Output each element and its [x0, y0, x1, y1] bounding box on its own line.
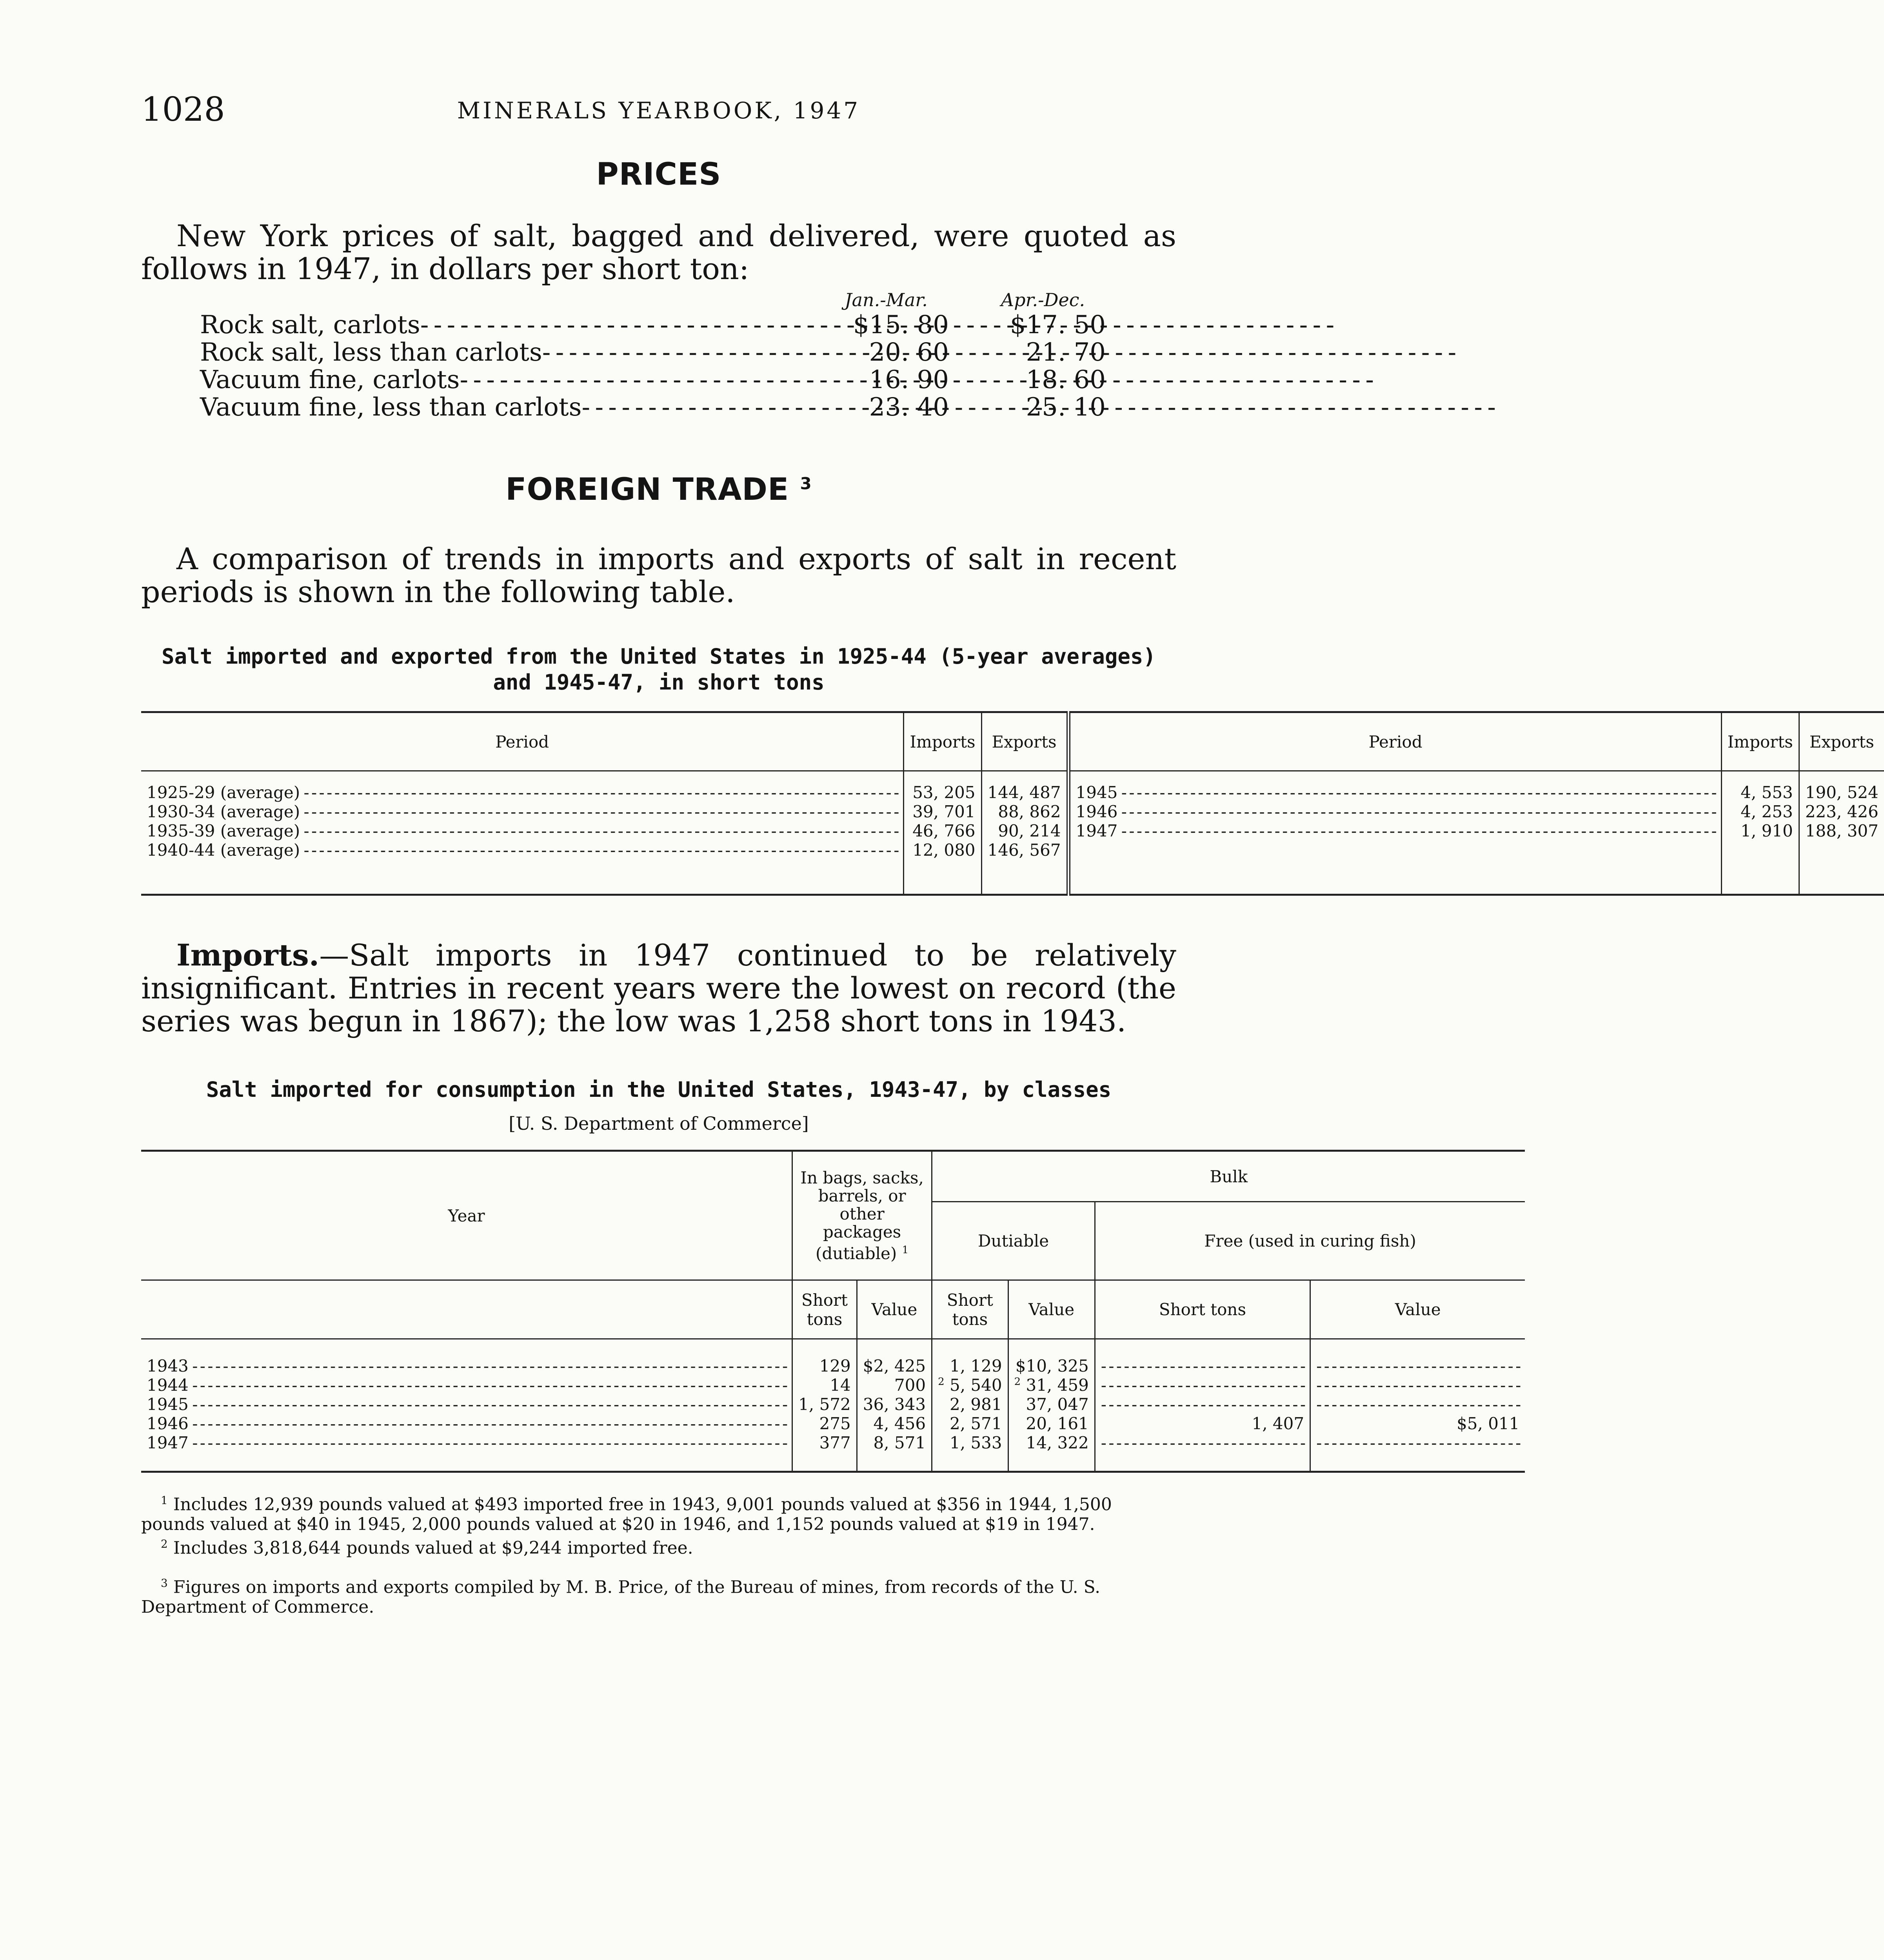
period-cell: 1945 - - -: [1068, 783, 1722, 802]
prices-intro: [141, 220, 1176, 285]
year-cell: 1947 - - -: [141, 1433, 792, 1452]
table-row: [141, 1376, 1525, 1395]
footnote-text: Includes 3,818,644 pounds valued at $9,244 imported free.: [173, 1538, 693, 1558]
col-value: Value: [1008, 1280, 1095, 1339]
col-free: Free (used in curing fish): [1095, 1202, 1525, 1280]
price-apr-dec: 25. 10: [1026, 393, 1106, 422]
period-cell: 1925-29 (average) - - -: [141, 783, 904, 802]
col-bulk: Bulk: [932, 1151, 1525, 1202]
imports-lead: Imports.: [176, 938, 320, 973]
footnote-2: [141, 1534, 1176, 1558]
footnote-mark: 2: [161, 1537, 168, 1550]
footnote-mark: 3: [161, 1577, 168, 1590]
year-cell: 1946 - - -: [141, 1414, 792, 1433]
col-exports: Exports: [981, 712, 1068, 771]
running-head: [141, 90, 1176, 133]
price-row: [141, 366, 1176, 394]
price-row-label: Rock salt, less than carlots - - -: [200, 339, 953, 366]
footnote-ref: 2: [1014, 1376, 1021, 1388]
price-row: [141, 339, 1176, 366]
col-imports: Imports: [904, 712, 981, 771]
imports-text: —Salt imports in 1947 continued to be relatively insignificant. Entries in recent years were the lowest on record (the series was begun in 1867); the low was 1,258 short tons in 1943.: [141, 938, 1176, 1038]
exports-cell: 90, 214: [981, 821, 1068, 840]
price-apr-dec: 18. 60: [1026, 365, 1106, 394]
col-short-tons: Short tons: [932, 1280, 1008, 1339]
imports-cell: 39, 701: [904, 802, 981, 821]
footnote-ref-3: 3: [800, 474, 812, 493]
price-apr-dec: 21. 70: [1026, 338, 1106, 367]
price-col-apr-dec: Apr.-Dec.: [1001, 289, 1085, 310]
footnotes: [141, 1491, 1176, 1617]
table-row: [141, 1356, 1525, 1376]
prices-intro-text: New York prices of salt, bagged and delivered, were quoted as follows in 1947, in dollars per short ton:: [141, 218, 1176, 286]
col-short-tons: Short tons: [1095, 1280, 1310, 1339]
bags-tons-cell: 129: [792, 1356, 857, 1376]
table-row: [141, 1414, 1525, 1433]
col-bags-label: In bags, sacks, barrels, or other packages (dutiable): [800, 1168, 924, 1263]
exports-cell: 188, 307: [1805, 821, 1879, 840]
footnote-ref-1: 1: [902, 1244, 909, 1256]
footnote-text: Figures on imports and exports compiled by M. B. Price, of the Bureau of mines, from records of the U. S. Department of Commerce.: [141, 1577, 1101, 1617]
col-period: Period: [1068, 712, 1722, 771]
dutiable-value-value: 31, 459: [1026, 1375, 1089, 1395]
dutiable-tons-value: 1, 129: [949, 1356, 1002, 1376]
imports-cell: 12, 080: [904, 840, 981, 860]
dutiable-value-value: 14, 322: [1026, 1433, 1089, 1452]
free-value-empty: [1310, 1376, 1525, 1395]
bags-value-cell: 700: [857, 1376, 932, 1395]
imports-cell: 4, 553: [1721, 783, 1799, 802]
dutiable-tons-value: 5, 540: [949, 1375, 1002, 1395]
table-row: [141, 1433, 1525, 1452]
imports-cell: 4, 253: [1721, 802, 1799, 821]
free-tons-cell: 1, 407: [1095, 1414, 1310, 1433]
col-exports: Exports: [1809, 732, 1874, 751]
trade-table-header-row: [141, 712, 1884, 771]
dutiable-value-cell: [1008, 1414, 1095, 1433]
imports-cell: 46, 766: [904, 821, 981, 840]
price-jan-mar: 16. 90: [869, 365, 949, 394]
bags-tons-cell: 377: [792, 1433, 857, 1452]
free-tons-empty: [1095, 1433, 1310, 1452]
price-table-header: [141, 289, 1176, 311]
running-title: MINERALS YEARBOOK, 1947: [457, 97, 861, 124]
free-value-empty: [1310, 1395, 1525, 1414]
dutiable-value-cell: [1008, 1376, 1095, 1395]
price-row-label: Vacuum fine, carlots - - -: [200, 366, 953, 394]
classes-header-row-1: [141, 1151, 1525, 1202]
free-value-empty: [1310, 1433, 1525, 1452]
col-year: Year: [141, 1151, 792, 1280]
bags-value-cell: 4, 456: [857, 1414, 932, 1433]
imports-cell: 1, 910: [1721, 821, 1799, 840]
exports-cell: 144, 487: [981, 783, 1068, 802]
foreign-trade-intro: [141, 543, 1176, 608]
prices-heading: PRICES: [596, 157, 721, 192]
foreign-trade-heading-text: FOREIGN TRADE: [505, 472, 789, 507]
dutiable-tons-cell: [932, 1414, 1008, 1433]
exports-cell: 190, 524: [1805, 782, 1879, 802]
col-bags: [792, 1151, 932, 1280]
col-imports: Imports: [1721, 712, 1799, 771]
table-row: [141, 783, 1884, 802]
classes-table-caption: Salt imported for consumption in the United States, 1943-47, by classes: [206, 1077, 1112, 1102]
table-row: [141, 1395, 1525, 1414]
period-cell: 1946 - - -: [1068, 802, 1722, 821]
footnote-mark: 1: [161, 1494, 168, 1507]
dutiable-value-cell: [1008, 1395, 1095, 1414]
price-jan-mar: 23. 40: [869, 393, 949, 422]
price-row-label: Rock salt, carlots - - -: [200, 311, 953, 339]
period-cell: 1935-39 (average) - - -: [141, 821, 904, 840]
trade-table-caption: Salt imported and exported from the United States in 1925-44 (5-year averages) and 1945-47, in short tons: [162, 644, 1156, 695]
dutiable-value-value: 20, 161: [1026, 1414, 1089, 1433]
bags-tons-cell: 14: [792, 1376, 857, 1395]
price-row: [141, 394, 1176, 421]
bags-value-cell: 8, 571: [857, 1433, 932, 1452]
price-jan-mar: $15. 80: [853, 310, 949, 339]
dutiable-tons-cell: [932, 1356, 1008, 1376]
exports-cell: 88, 862: [981, 802, 1068, 821]
price-jan-mar: 20. 60: [869, 338, 949, 367]
dutiable-tons-value: 1, 533: [949, 1433, 1002, 1452]
col-dutiable: Dutiable: [932, 1202, 1095, 1280]
exports-cell: 146, 567: [981, 840, 1068, 860]
bags-value-cell: 36, 343: [857, 1395, 932, 1414]
foreign-trade-heading: [141, 472, 1176, 507]
dutiable-tons-value: 2, 981: [949, 1394, 1002, 1414]
page: [141, 90, 1879, 1617]
price-apr-dec: $17. 50: [1010, 310, 1106, 339]
table-row: [141, 802, 1884, 821]
dutiable-value-value: 37, 047: [1026, 1394, 1089, 1414]
footnote-1: [141, 1491, 1176, 1534]
col-value: Value: [1395, 1300, 1441, 1319]
exports-cell: 223, 426: [1805, 802, 1879, 821]
col-short-tons: Short tons: [792, 1280, 857, 1339]
dutiable-value-value: $10, 325: [1015, 1356, 1089, 1376]
price-table: [141, 289, 1176, 421]
bags-tons-cell: 275: [792, 1414, 857, 1433]
dutiable-tons-value: 2, 571: [949, 1414, 1002, 1433]
bags-value-cell: $2, 425: [857, 1356, 932, 1376]
dutiable-tons-cell: [932, 1376, 1008, 1395]
dutiable-tons-cell: [932, 1433, 1008, 1452]
free-tons-empty: [1095, 1356, 1310, 1376]
classes-table: [141, 1150, 1525, 1473]
price-row-label: Vacuum fine, less than carlots - - -: [200, 394, 953, 421]
footnote-3: [141, 1573, 1176, 1617]
imports-cell: 53, 205: [904, 783, 981, 802]
table-row: [141, 821, 1884, 840]
period-cell: 1947 - - -: [1068, 821, 1722, 840]
dutiable-tons-cell: [932, 1395, 1008, 1414]
footnote-text: Includes 12,939 pounds valued at $493 imported free in 1943, 9,001 pounds valued at $356 in 1944, 1,500 pounds valued at $40 in 1945, 2,000 pounds valued at $20 in 1946, and 1,152 pounds valued at $19 in 1947.: [141, 1494, 1112, 1534]
trade-table: [141, 711, 1884, 896]
imports-paragraph: [141, 939, 1176, 1038]
free-tons-empty: [1095, 1395, 1310, 1414]
price-row: [141, 311, 1176, 339]
year-cell: 1945 - - -: [141, 1395, 792, 1414]
classes-table-source: [U. S. Department of Commerce]: [509, 1113, 809, 1134]
free-value-cell: $5, 011: [1457, 1414, 1520, 1433]
year-cell: 1943 - - -: [141, 1356, 792, 1376]
dutiable-value-cell: [1008, 1356, 1095, 1376]
price-col-jan-mar: Jan.-Mar.: [845, 289, 928, 310]
col-period: Period: [141, 712, 904, 771]
free-value-empty: [1310, 1356, 1525, 1376]
free-tons-empty: [1095, 1376, 1310, 1395]
col-value: Value: [857, 1280, 932, 1339]
period-cell: 1930-34 (average) - - -: [141, 802, 904, 821]
bags-tons-cell: 1, 572: [792, 1395, 857, 1414]
table-row: [141, 840, 1884, 860]
page-number: 1028: [141, 90, 225, 129]
footnote-ref: 2: [938, 1376, 945, 1388]
period-cell: 1940-44 (average) - - -: [141, 840, 904, 860]
classes-header-row-3: [141, 1280, 1525, 1339]
year-cell: 1944 - - -: [141, 1376, 792, 1395]
foreign-trade-intro-text: A comparison of trends in imports and exports of salt in recent periods is shown in the following table.: [141, 541, 1176, 609]
dutiable-value-cell: [1008, 1433, 1095, 1452]
